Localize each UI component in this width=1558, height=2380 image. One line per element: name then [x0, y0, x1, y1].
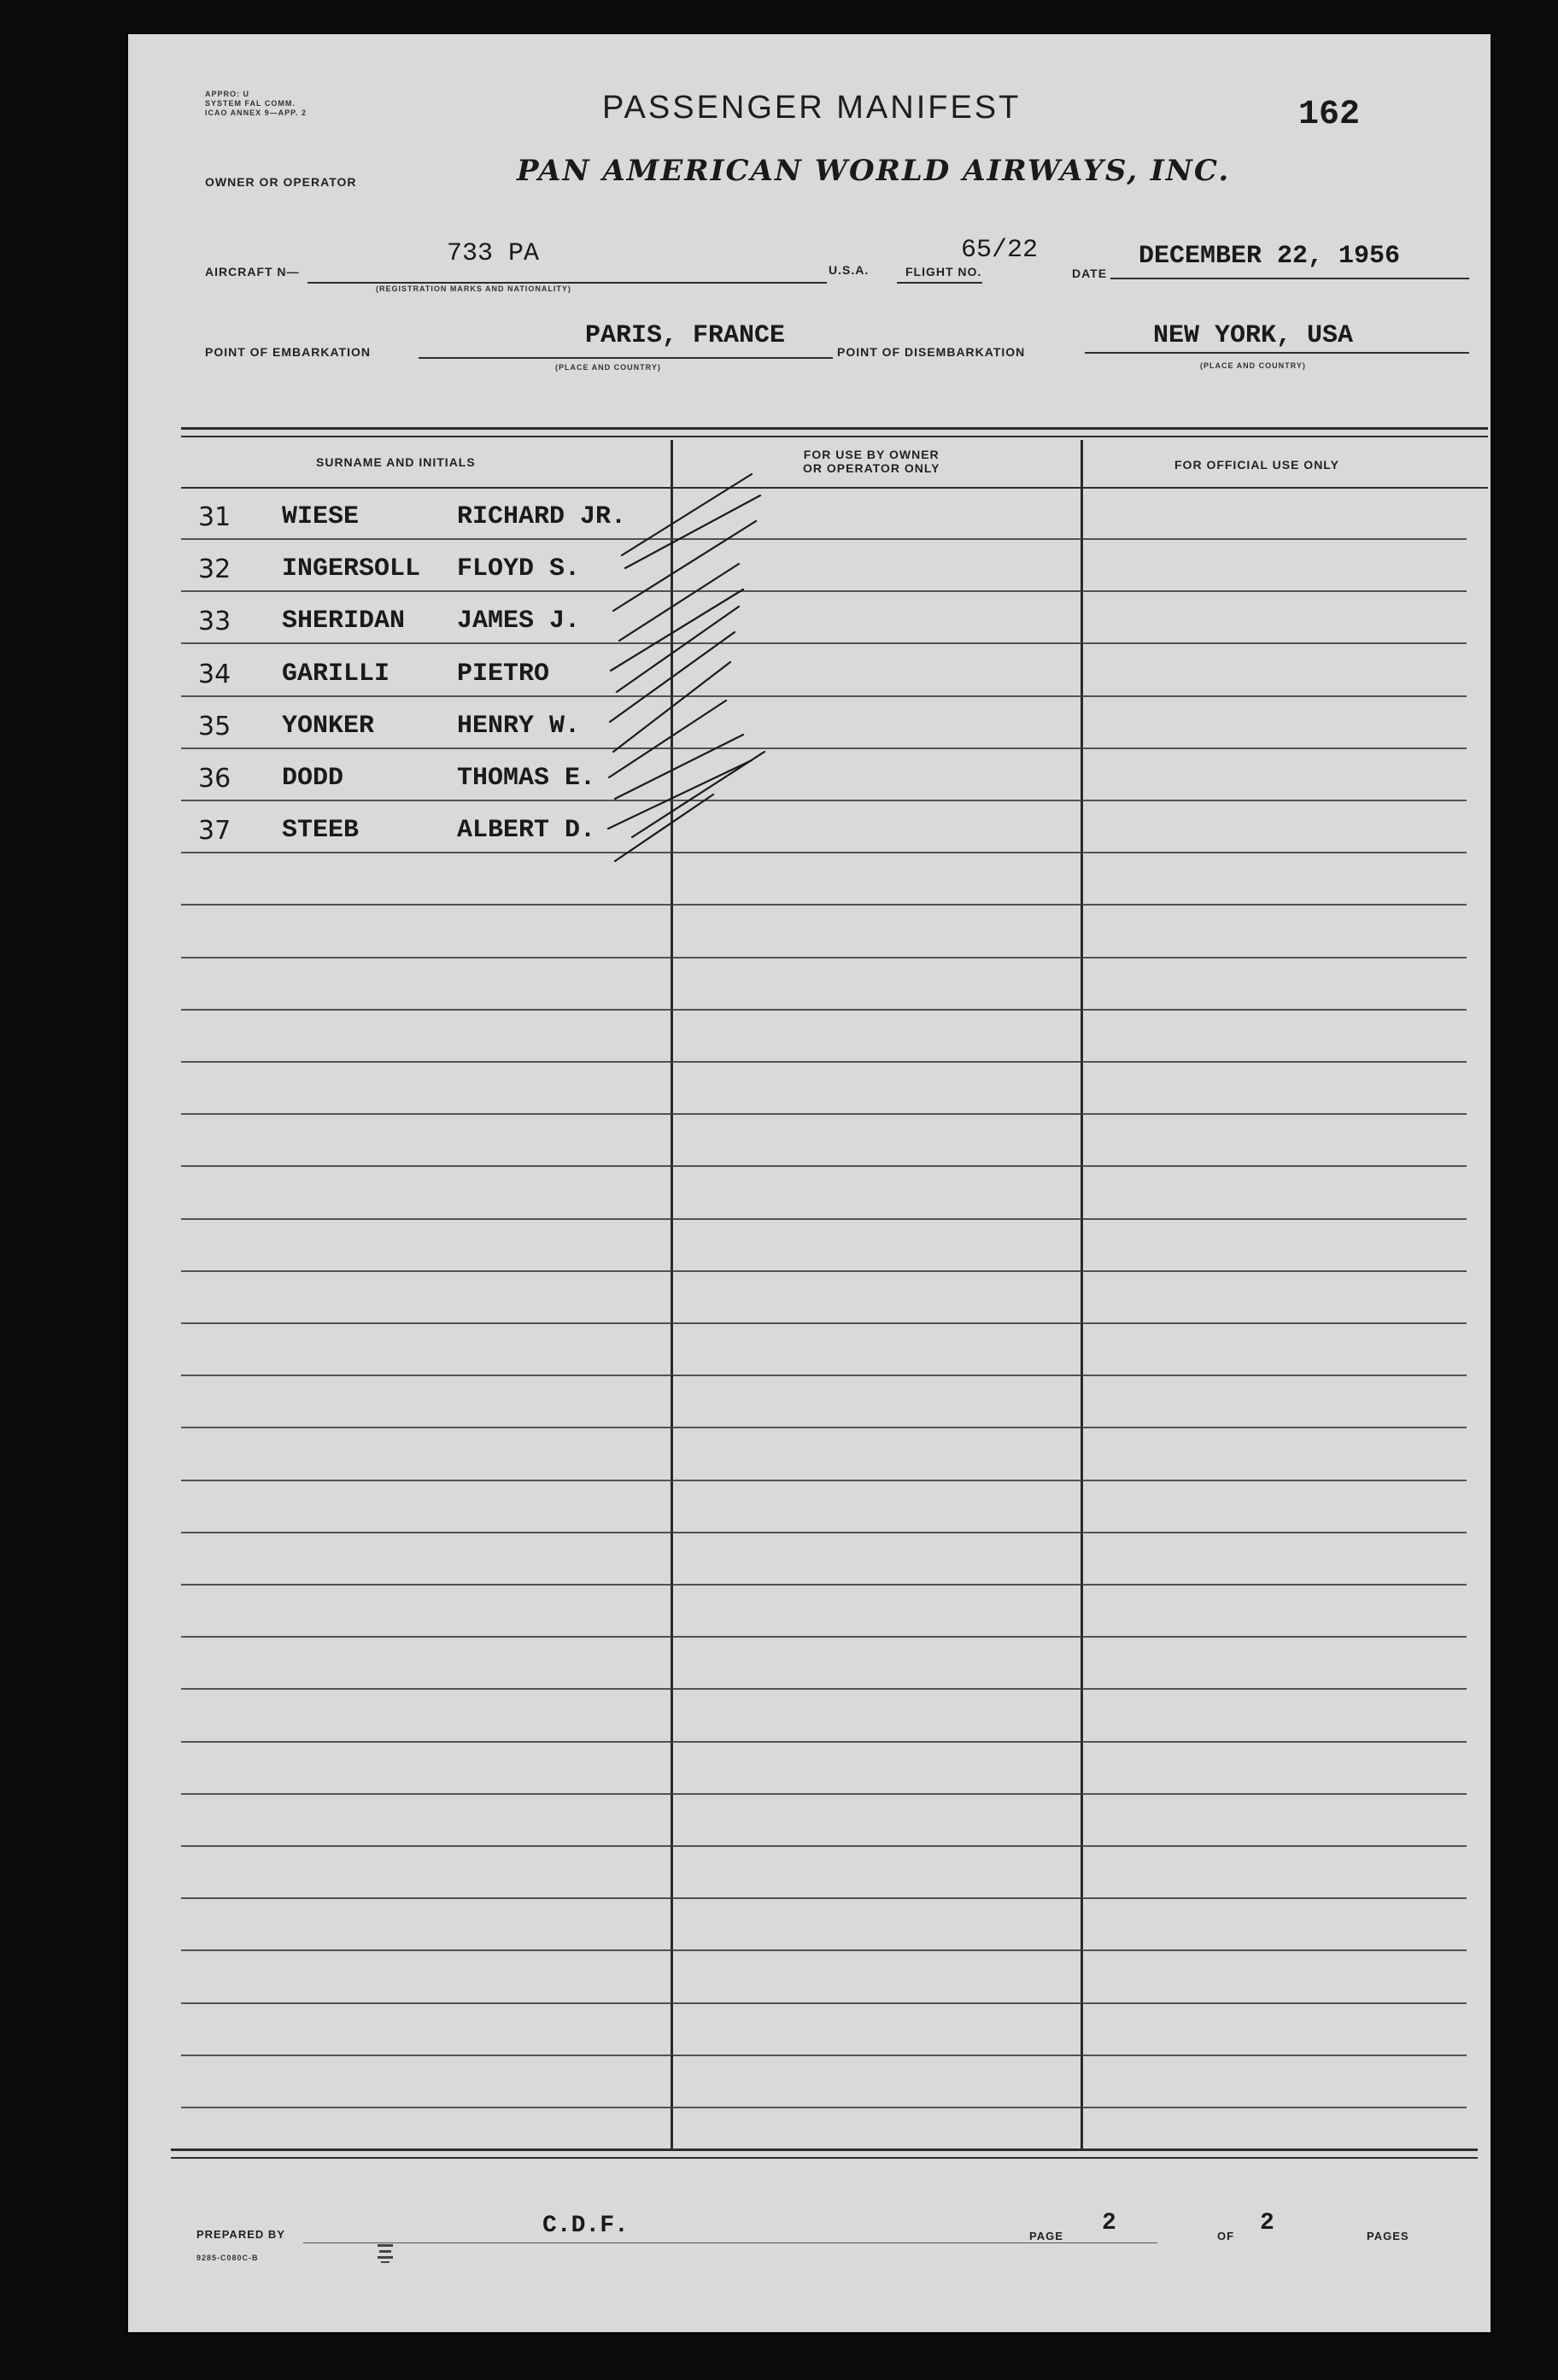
page-value: 2: [1102, 2210, 1116, 2236]
table-row-rule: [181, 1845, 1467, 1847]
table-row-rule: [181, 2002, 1467, 2004]
table-row-rule: [181, 1322, 1467, 1324]
owner-value: PAN AMERICAN WORLD AIRWAYS, INC.: [517, 154, 1231, 188]
passenger-surname: SHERIDAN: [282, 607, 406, 636]
date-value: DECEMBER 22, 1956: [1139, 242, 1401, 271]
table-row-rule: [181, 1480, 1467, 1481]
embark-label: POINT OF EMBARKATION: [205, 345, 371, 359]
embark-value: PARIS, FRANCE: [585, 321, 786, 350]
printer-seal: [376, 2242, 395, 2265]
aircraft-value: 733 PA: [447, 239, 540, 268]
form-code: 9285-C080C-B: [196, 2254, 259, 2262]
disembark-label: POINT OF DISEMBARKATION: [837, 345, 1026, 359]
passenger-number: 31: [198, 502, 231, 532]
table-row-rule: [181, 1636, 1467, 1638]
page-stamp: 162: [1298, 96, 1361, 134]
col-header-owner-line: FOR USE BY OWNER: [803, 448, 940, 461]
passenger-surname: INGERSOLL: [282, 554, 421, 584]
passenger-number: 35: [198, 711, 231, 742]
check-marks: [606, 393, 965, 871]
table-row-rule: [181, 1270, 1467, 1272]
check-mark: [632, 752, 764, 837]
flight-value: 65/22: [961, 236, 1039, 265]
usa-label: U.S.A.: [829, 263, 870, 277]
passenger-given-name: FLOYD S.: [457, 554, 581, 584]
passenger-given-name: RICHARD JR.: [457, 502, 627, 531]
passenger-given-name: HENRY W.: [457, 711, 581, 741]
of-label: OF: [1217, 2230, 1235, 2242]
check-mark: [611, 589, 743, 671]
passenger-given-name: PIETRO: [457, 659, 550, 689]
col-header-surname: SURNAME AND INITIALS: [316, 455, 476, 469]
check-mark: [622, 474, 752, 555]
table-row-rule: [181, 1741, 1467, 1743]
aircraft-label: AIRCRAFT N—: [205, 265, 300, 278]
table-row-rule: [181, 1218, 1467, 1220]
passenger-number: 33: [198, 607, 231, 637]
table-row-rule: [181, 1165, 1467, 1167]
passenger-surname: YONKER: [282, 711, 375, 741]
passenger-given-name: ALBERT D.: [457, 816, 596, 846]
passenger-number: 34: [198, 659, 231, 689]
table-row-rule: [181, 1949, 1467, 1951]
of-value: 2: [1260, 2210, 1274, 2236]
table-row-rule: [181, 1532, 1467, 1533]
manifest-sheet: [128, 34, 1491, 2332]
aircraft-underline: [308, 282, 827, 284]
table-row-rule: [181, 904, 1467, 906]
table-row-rule: [181, 1688, 1467, 1690]
col-header-owner-line: OR OPERATOR ONLY: [803, 461, 940, 475]
flight-label: FLIGHT NO.: [905, 265, 982, 278]
approval-line: SYSTEM FAL COMM.: [205, 99, 296, 108]
check-mark: [617, 607, 739, 692]
flight-underline: [897, 282, 982, 284]
approval-line: APPRO: U: [205, 90, 250, 98]
passenger-surname: GARILLI: [282, 659, 390, 689]
passenger-number: 37: [198, 816, 231, 847]
passenger-given-name: THOMAS E.: [457, 764, 596, 793]
registration-caption: (REGISTRATION MARKS AND NATIONALITY): [376, 284, 571, 293]
table-row-rule: [181, 1584, 1467, 1586]
table-row-rule: [181, 1113, 1467, 1115]
prepared-value: C.D.F.: [542, 2213, 629, 2239]
passenger-given-name: JAMES J.: [457, 607, 581, 636]
check-mark: [610, 632, 735, 722]
prepared-label: PREPARED BY: [196, 2228, 285, 2241]
passenger-surname: DODD: [282, 764, 344, 793]
disembark-underline: [1085, 352, 1469, 354]
table-row-rule: [181, 1427, 1467, 1428]
prepared-underline: [303, 2242, 1157, 2243]
disembark-caption: (PLACE AND COUNTRY): [1200, 361, 1306, 370]
check-mark: [615, 794, 713, 861]
table-row-rule: [181, 1009, 1467, 1011]
check-mark: [615, 735, 743, 799]
pages-label: PAGES: [1367, 2230, 1409, 2242]
table-bottom-rule-inner: [171, 2157, 1478, 2159]
table-row-rule: [181, 957, 1467, 958]
col-header-official: FOR OFFICIAL USE ONLY: [1174, 458, 1339, 472]
table-row-rule: [181, 2107, 1467, 2108]
disembark-value: NEW YORK, USA: [1153, 321, 1354, 350]
embark-caption: (PLACE AND COUNTRY): [555, 363, 661, 372]
embark-underline: [419, 357, 833, 359]
table-row-rule: [181, 1897, 1467, 1899]
passenger-surname: WIESE: [282, 502, 360, 531]
approval-line: ICAO ANNEX 9—APP. 2: [205, 108, 308, 117]
table-row-rule: [181, 1793, 1467, 1795]
check-mark: [608, 760, 752, 829]
table-row-rule: [181, 1061, 1467, 1063]
date-label: DATE: [1072, 267, 1108, 280]
check-mark: [609, 701, 726, 777]
page-label: PAGE: [1029, 2230, 1063, 2242]
table-bottom-rule: [171, 2148, 1478, 2151]
form-title: PASSENGER MANIFEST: [602, 90, 1022, 126]
passenger-number: 36: [198, 764, 231, 794]
owner-label: OWNER OR OPERATOR: [205, 175, 357, 189]
table-row-rule: [181, 1375, 1467, 1376]
table-row-rule: [181, 2055, 1467, 2056]
approval-block: [205, 90, 307, 118]
date-underline: [1110, 278, 1469, 279]
passenger-surname: STEEB: [282, 816, 360, 846]
passenger-number: 32: [198, 554, 231, 585]
